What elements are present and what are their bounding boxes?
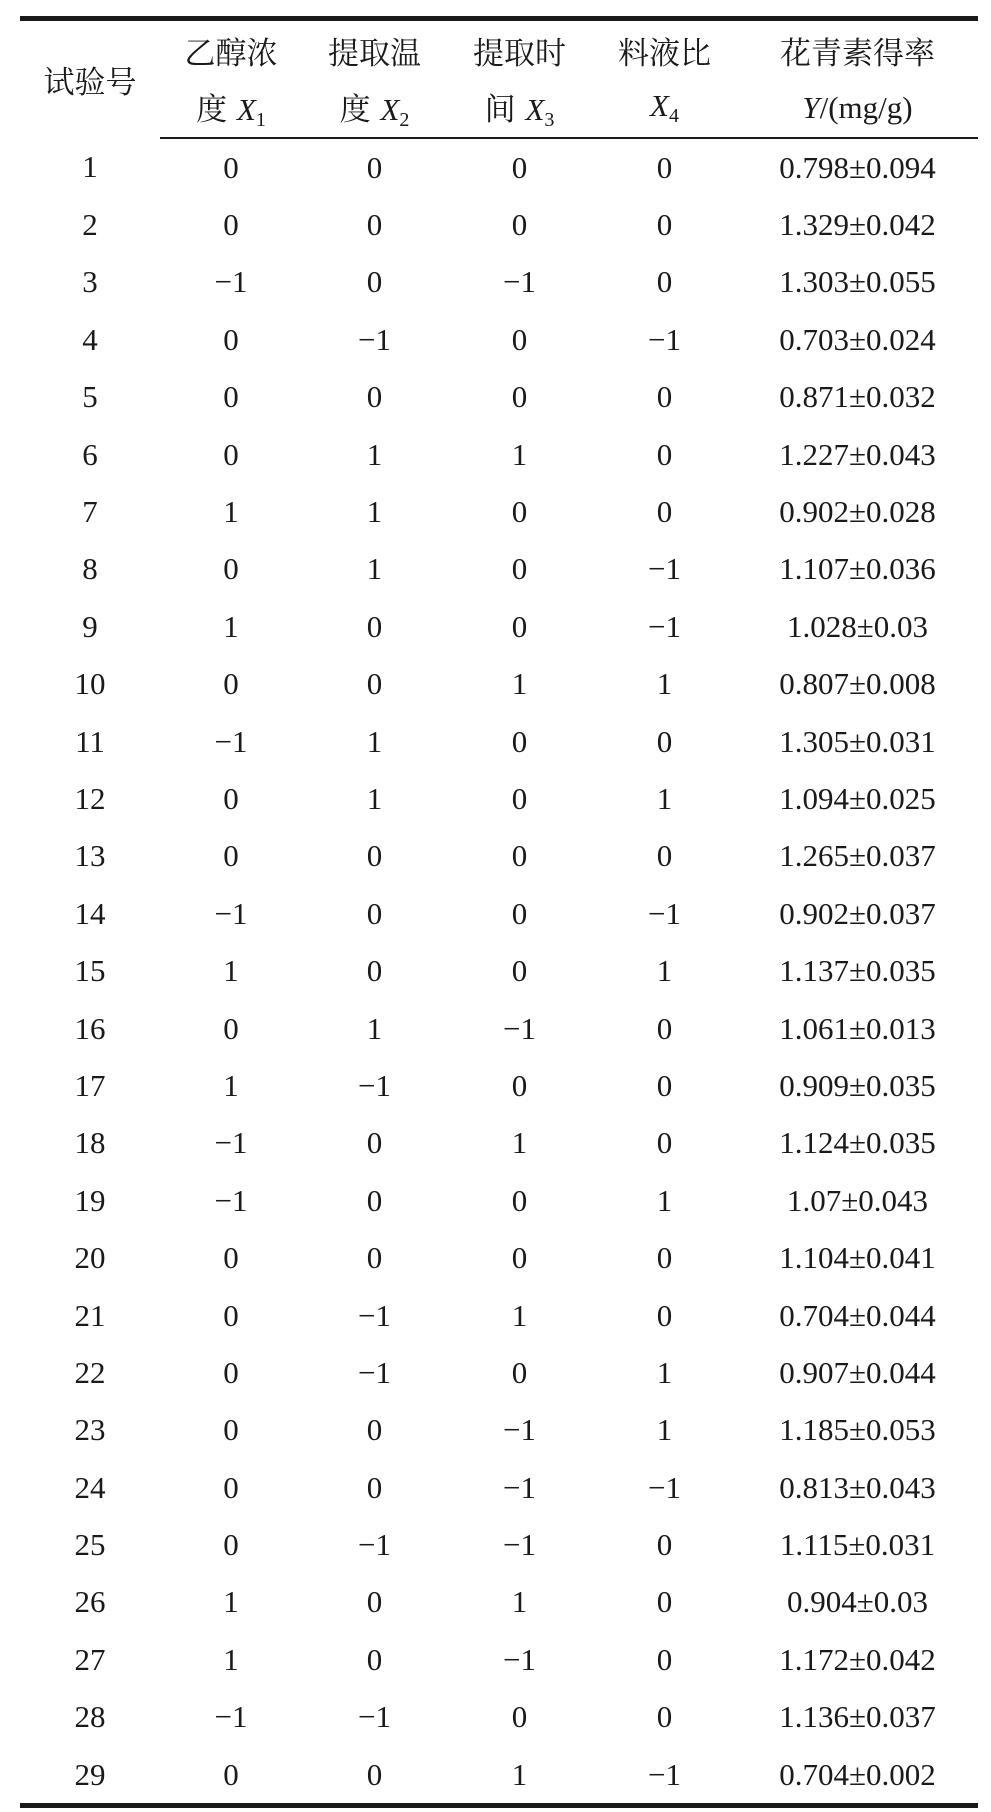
header-x3-var: X — [525, 92, 545, 127]
cell-x3: 0 — [511, 207, 528, 243]
cell-trial-no: 20 — [74, 1240, 106, 1276]
cell-x4: 1 — [656, 666, 673, 702]
cell-x3: 0 — [511, 1699, 528, 1735]
cell-x2: −1 — [358, 1297, 391, 1333]
table-row — [20, 1172, 978, 1229]
cell-trial-no: 8 — [82, 551, 98, 587]
cell-x4: 0 — [656, 1527, 673, 1563]
cell-x3: 0 — [511, 723, 528, 759]
cell-yield: 0.798±0.094 — [779, 149, 936, 185]
cell-x4: 0 — [656, 264, 673, 300]
cell-yield: 1.107±0.036 — [779, 551, 936, 587]
cell-x4: 0 — [656, 149, 673, 185]
cell-x4: 1 — [656, 1412, 673, 1448]
table-body — [20, 138, 978, 1806]
cell-x1: 0 — [223, 379, 239, 415]
table-row — [20, 1344, 978, 1401]
cell-trial-no: 3 — [82, 264, 98, 300]
cell-x2: 0 — [366, 1125, 383, 1161]
cell-x4: 1 — [656, 1354, 673, 1390]
cell-yield: 1.115±0.031 — [779, 1527, 936, 1563]
cell-x3: −1 — [503, 1412, 536, 1448]
table-row — [20, 541, 978, 598]
cell-x4: 0 — [656, 1641, 673, 1677]
cell-trial-no: 11 — [75, 723, 105, 759]
cell-trial-no: 16 — [74, 1010, 106, 1046]
table-row — [20, 196, 978, 253]
cell-x2: 0 — [366, 1584, 383, 1620]
cell-trial-no: 14 — [74, 895, 106, 931]
header-x4-line1: 料液比 — [592, 19, 737, 80]
cell-x3: −1 — [503, 1010, 536, 1046]
cell-x4: 1 — [656, 1182, 673, 1218]
table-row — [20, 1057, 978, 1114]
cell-x4: −1 — [648, 321, 681, 357]
cell-yield: 0.871±0.032 — [779, 379, 936, 415]
cell-x1: 0 — [223, 838, 239, 874]
cell-x4: 0 — [656, 723, 673, 759]
table-row — [20, 1631, 978, 1688]
cell-yield: 0.902±0.028 — [779, 494, 936, 530]
table-row — [20, 483, 978, 540]
cell-x1: 0 — [223, 436, 239, 472]
cell-trial-no: 25 — [74, 1527, 106, 1563]
table-row — [20, 1746, 978, 1806]
cell-x1: 0 — [223, 1412, 239, 1448]
header-x1-var: X — [236, 92, 256, 127]
table-row — [20, 1689, 978, 1746]
cell-x2: 0 — [366, 1469, 383, 1505]
cell-trial-no: 1 — [82, 149, 98, 185]
header-y-var: Y — [802, 90, 820, 125]
cell-x4: −1 — [648, 551, 681, 587]
cell-x3: −1 — [503, 1527, 536, 1563]
cell-x1: −1 — [214, 1699, 248, 1735]
cell-x1: 0 — [223, 1354, 239, 1390]
cell-x2: 0 — [366, 149, 383, 185]
cell-trial-no: 29 — [20, 1746, 160, 1806]
cell-x4: 0 — [656, 1067, 673, 1103]
cell-x2: 0 — [366, 1240, 383, 1276]
cell-x4: −1 — [648, 608, 681, 644]
cell-yield: 1.185±0.053 — [779, 1412, 936, 1448]
table-row — [20, 311, 978, 368]
cell-yield: 1.07±0.043 — [786, 1182, 928, 1218]
header-x1-sub: 1 — [255, 109, 266, 131]
cell-x2: −1 — [358, 1527, 391, 1563]
cell-x3: 0 — [511, 1354, 528, 1390]
table-row — [20, 942, 978, 999]
cell-x2: 1 — [366, 436, 383, 472]
header-x4-line2 — [592, 79, 737, 138]
cell-yield: 1.137±0.035 — [779, 953, 936, 989]
table-row — [20, 1000, 978, 1057]
cell-x3: 0 — [511, 379, 528, 415]
cell-x1: 0 — [223, 551, 239, 587]
cell-yield: 0.703±0.024 — [779, 321, 936, 357]
cell-x3: 0 — [511, 1067, 528, 1103]
table-row — [20, 369, 978, 426]
cell-x1: 0 — [223, 1469, 239, 1505]
cell-x2: 0 — [366, 608, 383, 644]
cell-yield: 1.094±0.025 — [779, 780, 936, 816]
header-x4-sub: 4 — [668, 105, 679, 127]
cell-x2: −1 — [358, 1067, 391, 1103]
cell-x4: −1 — [592, 1746, 737, 1806]
cell-x3: 1 — [511, 1584, 528, 1620]
cell-x2: 1 — [366, 723, 383, 759]
cell-x1: 1 — [223, 494, 239, 530]
cell-x2: 0 — [302, 1746, 447, 1806]
table-row — [20, 1229, 978, 1286]
cell-x3: −1 — [503, 1641, 536, 1677]
table-row — [20, 1115, 978, 1172]
cell-trial-no: 6 — [82, 436, 98, 472]
header-x3-prefix: 间 — [484, 92, 526, 128]
cell-x4: −1 — [648, 895, 681, 931]
cell-trial-no: 23 — [74, 1412, 106, 1448]
cell-x1: −1 — [214, 895, 248, 931]
cell-x3: 0 — [511, 953, 528, 989]
cell-x4: 0 — [656, 1240, 673, 1276]
cell-yield: 1.329±0.042 — [779, 207, 936, 243]
cell-yield: 1.305±0.031 — [779, 723, 936, 759]
cell-trial-no: 17 — [74, 1067, 106, 1103]
cell-yield: 1.265±0.037 — [779, 838, 936, 874]
cell-trial-no: 18 — [74, 1125, 106, 1161]
cell-x3: 0 — [511, 1182, 528, 1218]
header-x4-var: X — [650, 88, 669, 123]
cell-x1: 1 — [223, 1584, 239, 1620]
cell-trial-no: 2 — [82, 207, 98, 243]
cell-yield: 1.061±0.013 — [779, 1010, 936, 1046]
cell-x4: 0 — [656, 1297, 673, 1333]
cell-x3: 0 — [511, 608, 528, 644]
cell-yield: 1.136±0.037 — [779, 1699, 936, 1735]
cell-yield: 0.904±0.03 — [786, 1584, 928, 1620]
cell-trial-no: 13 — [74, 838, 106, 874]
cell-x4: 0 — [656, 1125, 673, 1161]
header-x1-line1: 乙醇浓 — [160, 19, 302, 80]
header-x2-line2 — [302, 79, 447, 138]
table-row — [20, 656, 978, 713]
cell-x2: 0 — [366, 895, 383, 931]
cell-yield: 0.909±0.035 — [779, 1067, 936, 1103]
cell-x3: 0 — [511, 321, 528, 357]
header-x3-sub: 3 — [544, 109, 555, 131]
cell-x3: 1 — [511, 1297, 528, 1333]
cell-trial-no: 27 — [74, 1641, 106, 1677]
table-row — [20, 885, 978, 942]
cell-x1: 1 — [223, 1067, 239, 1103]
cell-x4: 0 — [656, 207, 673, 243]
cell-yield: 0.704±0.002 — [737, 1746, 978, 1806]
cell-trial-no: 7 — [82, 494, 98, 530]
cell-x3: 1 — [511, 1125, 528, 1161]
cell-x3: 1 — [511, 436, 528, 472]
cell-yield: 0.813±0.043 — [779, 1469, 936, 1505]
header-x1-prefix: 度 — [196, 92, 237, 128]
header-x2-prefix: 度 — [339, 92, 381, 128]
cell-x4: 1 — [656, 953, 673, 989]
cell-trial-no: 22 — [74, 1354, 106, 1390]
cell-x1: 0 — [223, 1297, 239, 1333]
cell-x2: 0 — [366, 379, 383, 415]
cell-x1: 0 — [223, 321, 239, 357]
cell-x3: 0 — [511, 494, 528, 530]
cell-yield: 1.124±0.035 — [779, 1125, 936, 1161]
cell-x4: −1 — [648, 1469, 681, 1505]
cell-x1: 1 — [223, 953, 239, 989]
cell-yield: 0.807±0.008 — [779, 666, 936, 702]
table-row — [20, 598, 978, 655]
cell-trial-no: 10 — [74, 666, 106, 702]
header-x3-line1: 提取时 — [447, 19, 592, 80]
cell-x4: 0 — [656, 494, 673, 530]
cell-x1: 0 — [160, 1746, 302, 1806]
header-trial-no: 试验号 — [20, 19, 160, 139]
cell-x1: 0 — [223, 1527, 239, 1563]
cell-x3: −1 — [503, 1469, 536, 1505]
cell-x2: 0 — [366, 1182, 383, 1218]
experiment-design-table — [20, 16, 978, 1808]
cell-x2: 1 — [366, 551, 383, 587]
cell-x2: 0 — [366, 953, 383, 989]
cell-x1: 0 — [223, 780, 239, 816]
cell-x2: −1 — [358, 1354, 391, 1390]
cell-trial-no: 26 — [74, 1584, 106, 1620]
table-row — [20, 770, 978, 827]
cell-x4: 0 — [656, 1010, 673, 1046]
cell-x3: 0 — [511, 895, 528, 931]
table-row — [20, 1516, 978, 1573]
cell-yield: 1.104±0.041 — [779, 1240, 936, 1276]
cell-x2: 0 — [366, 838, 383, 874]
cell-trial-no: 9 — [82, 608, 98, 644]
cell-yield: 1.172±0.042 — [779, 1641, 936, 1677]
cell-x1: 0 — [223, 666, 239, 702]
cell-yield: 0.907±0.044 — [779, 1354, 936, 1390]
cell-x1: 0 — [223, 1010, 239, 1046]
cell-x3: 0 — [511, 780, 528, 816]
table-row — [20, 426, 978, 483]
cell-yield: 1.028±0.03 — [786, 608, 928, 644]
cell-x1: 1 — [223, 1641, 239, 1677]
header-x2-sub: 2 — [399, 109, 410, 131]
header-row — [20, 19, 978, 80]
cell-yield: 0.704±0.044 — [779, 1297, 936, 1333]
cell-x1: 1 — [223, 608, 239, 644]
cell-x1: −1 — [214, 723, 248, 759]
cell-x3: −1 — [503, 264, 536, 300]
cell-trial-no: 4 — [82, 321, 98, 357]
header-y-unit: /(mg/g) — [819, 90, 913, 125]
table-row — [20, 1402, 978, 1459]
cell-x3: 0 — [511, 838, 528, 874]
cell-x2: 0 — [366, 1641, 383, 1677]
table-row — [20, 1459, 978, 1516]
cell-trial-no: 5 — [82, 379, 98, 415]
header-x2-line1: 提取温 — [302, 19, 447, 80]
cell-yield: 1.227±0.043 — [779, 436, 936, 472]
cell-x2: 1 — [366, 780, 383, 816]
cell-x4: 0 — [656, 1584, 673, 1620]
cell-x4: 0 — [656, 379, 673, 415]
header-x2-var: X — [380, 92, 400, 127]
header-x3-line2 — [447, 79, 592, 138]
cell-x4: 1 — [656, 780, 673, 816]
cell-x4: 0 — [656, 838, 673, 874]
cell-trial-no: 12 — [74, 780, 106, 816]
cell-trial-no: 28 — [74, 1699, 106, 1735]
cell-x1: −1 — [214, 1125, 248, 1161]
table-row — [20, 1287, 978, 1344]
table-row — [20, 713, 978, 770]
cell-x1: −1 — [214, 1182, 248, 1218]
cell-x2: −1 — [358, 1699, 391, 1735]
cell-x4: 0 — [656, 1699, 673, 1735]
table-row — [20, 138, 978, 196]
cell-x2: 0 — [366, 207, 383, 243]
cell-trial-no: 21 — [74, 1297, 106, 1333]
cell-x1: 0 — [223, 207, 239, 243]
header-row — [20, 79, 978, 138]
cell-x2: 1 — [366, 1010, 383, 1046]
table-row — [20, 1574, 978, 1631]
table-row — [20, 254, 978, 311]
cell-yield: 1.303±0.055 — [779, 264, 936, 300]
cell-x1: 0 — [223, 149, 239, 185]
cell-x2: −1 — [358, 321, 391, 357]
cell-x4: 0 — [656, 436, 673, 472]
header-y-line1: 花青素得率 — [737, 19, 978, 80]
cell-x3: 0 — [511, 1240, 528, 1276]
cell-x3: 1 — [447, 1746, 592, 1806]
cell-x2: 0 — [366, 1412, 383, 1448]
table-header — [20, 19, 978, 139]
cell-x1: −1 — [214, 264, 248, 300]
cell-x3: 1 — [511, 666, 528, 702]
cell-trial-no: 19 — [74, 1182, 106, 1218]
cell-trial-no: 24 — [74, 1469, 106, 1505]
cell-x2: 0 — [366, 264, 383, 300]
cell-trial-no: 15 — [74, 953, 106, 989]
cell-x2: 1 — [366, 494, 383, 530]
cell-x1: 0 — [223, 1240, 239, 1276]
table-row — [20, 828, 978, 885]
cell-yield: 0.902±0.037 — [779, 895, 936, 931]
cell-x2: 0 — [366, 666, 383, 702]
cell-x3: 0 — [511, 149, 528, 185]
header-x1-line2 — [160, 79, 302, 138]
header-y-line2 — [737, 79, 978, 138]
cell-x3: 0 — [511, 551, 528, 587]
